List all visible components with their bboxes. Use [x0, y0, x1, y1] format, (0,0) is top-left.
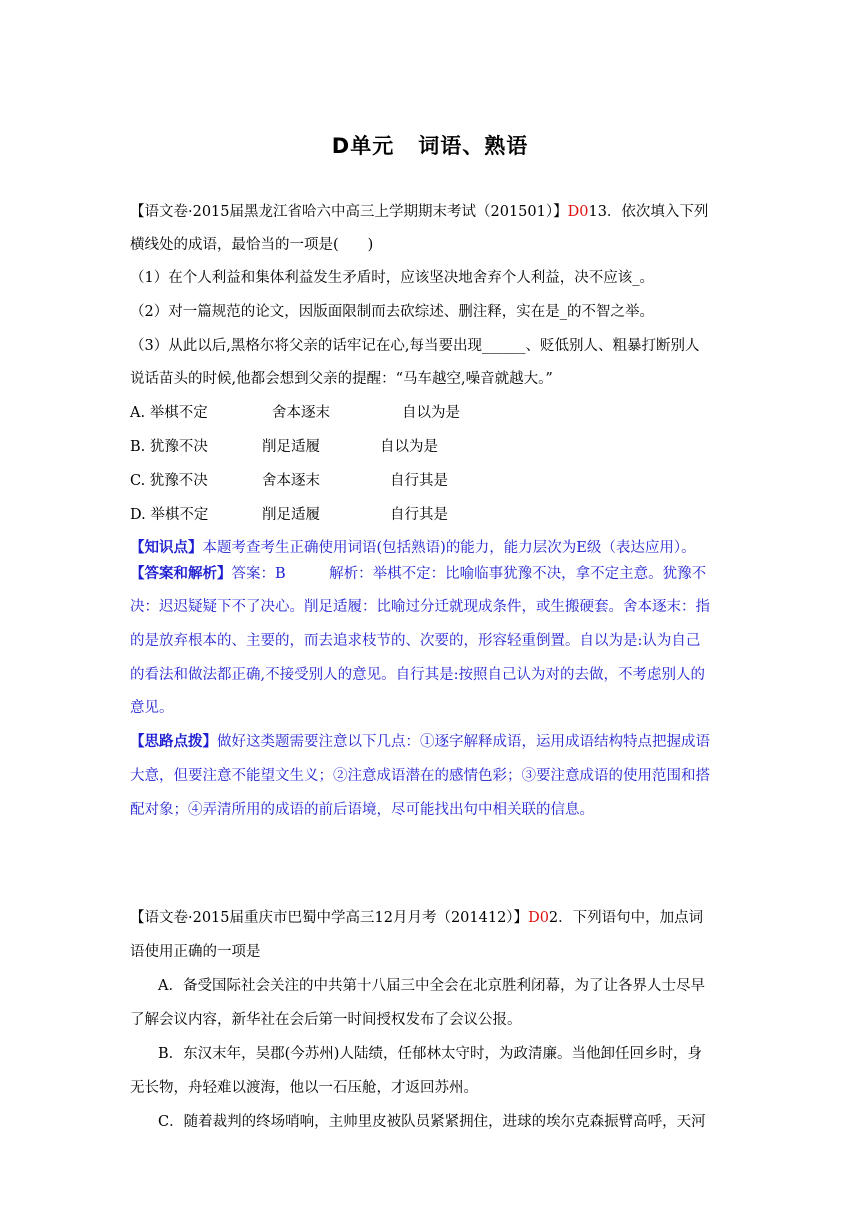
q2-option-b-line1: B．东汉末年，吴郡(今苏州)人陆绩，任郁林太守时，为政清廉。当他卸任回乡时，身 — [158, 1046, 702, 1062]
q2-option-c-line1: C．随着裁判的终场哨响，主帅里皮被队员紧紧拥住，进球的埃尔克森振臂高呼，天河 — [158, 1114, 706, 1130]
q1-sentence-3a: （3）从此以后,黑格尔将父亲的话牢记在心,每当要出现______、贬低别人、粗暴打断别人 — [130, 338, 700, 354]
q1-answer-line2: 决：迟迟疑疑下不了决心。削足适履：比喻过分迁就现成条件，或生搬硬套。舍本逐末：指 — [130, 599, 710, 615]
q2-stem-a: 2．下列语句中，加点词 — [548, 910, 704, 926]
q1-answer-line3: 的是放弃根本的、主要的，而去追求枝节的、次要的，形容轻重倒置。自以为是:认为自己 — [130, 633, 701, 649]
q1-source: 【语文卷·2015届黑龙江省哈六中高三上学期期末考试（201501）】 — [130, 204, 568, 220]
q1-tips-line2: 大意，但要注意不能望文生义；②注意成语潜在的感情色彩；③要注意成语的使用范围和搭 — [130, 768, 710, 784]
q1-option-b: B. 犹豫不决 削足适履 自以为是 — [130, 439, 438, 455]
q1-option-c: C. 犹豫不决 舍本逐末 自行其是 — [130, 473, 448, 489]
page-title — [0, 130, 860, 160]
q1-code: D0 — [567, 204, 589, 220]
tips-tag: 【思路点拨】 — [130, 733, 217, 750]
knowledge-tag: 【知识点】 — [130, 539, 203, 556]
q2-option-b-line2: 无长物，舟轻难以渡海，他以一石压舱，才返回苏州。 — [130, 1080, 478, 1096]
q1-sentence-1: （1）在个人利益和集体利益发生矛盾时，应该坚决地舍弃个人利益，决不应该_。 — [130, 270, 654, 286]
q1-knowledge: 【知识点】本题考查考生正确使用词语(包括熟语)的能力，能力层次为E级（表达应用）。 — [130, 539, 696, 556]
q2-stem-line2: 语使用正确的一项是 — [130, 944, 261, 960]
q1-option-a: A. 举棋不定 舍本逐末 自以为是 — [130, 405, 460, 421]
unit-label: D单元 — [331, 134, 395, 158]
unit-topic: 词语、熟语 — [418, 134, 529, 158]
answer-tag: 【答案和解析】 — [130, 565, 232, 582]
q2-stem-line1 — [130, 908, 730, 928]
q2-code: D0 — [528, 910, 549, 926]
q1-tips-line3: 配对象；④弄清所用的成语的前后语境，尽可能找出句中相关联的信息。 — [130, 802, 594, 818]
q1-option-d: D. 举棋不定 削足适履 自行其是 — [130, 507, 448, 523]
q2-option-a-line2: 了解会议内容，新华社在会后第一时间授权发布了会议公报。 — [130, 1012, 522, 1028]
q1-stem-line1 — [130, 202, 730, 222]
q1-answer-line5: 意见。 — [130, 700, 174, 716]
q2-option-a-line1: A．备受国际社会关注的中共第十八届三中全会在北京胜利闭幕，为了让各界人士尽早 — [158, 978, 705, 994]
q1-tips-line1: 【思路点拨】做好这类题需要注意以下几点：①逐字解释成语，运用成语结构特点把握成语 — [130, 733, 710, 750]
q1-answer-line1: 【答案和解析】答案：B 解析：举棋不定：比喻临事犹豫不决，拿不定主意。犹豫不 — [130, 565, 707, 582]
q1-sentence-3b: 说话苗头的时候,他都会想到父亲的提醒：“马车越空,噪音就越大。” — [130, 371, 553, 387]
q1-stem-a: 13．依次填入下列 — [588, 204, 709, 220]
q1-sentence-2: （2）对一篇规范的论文，因版面限制而去砍综述、删注释，实在是_的不智之举。 — [130, 304, 654, 320]
q2-source: 【语文卷·2015届重庆市巴蜀中学高三12月月考（201412）】 — [130, 910, 529, 926]
q1-stem-line2: 横线处的成语，最恰当的一项是( ) — [130, 237, 374, 253]
q1-answer-line4: 的看法和做法都正确,不接受别人的意见。自行其是:按照自己认为对的去做，不考虑别人的 — [130, 667, 705, 683]
